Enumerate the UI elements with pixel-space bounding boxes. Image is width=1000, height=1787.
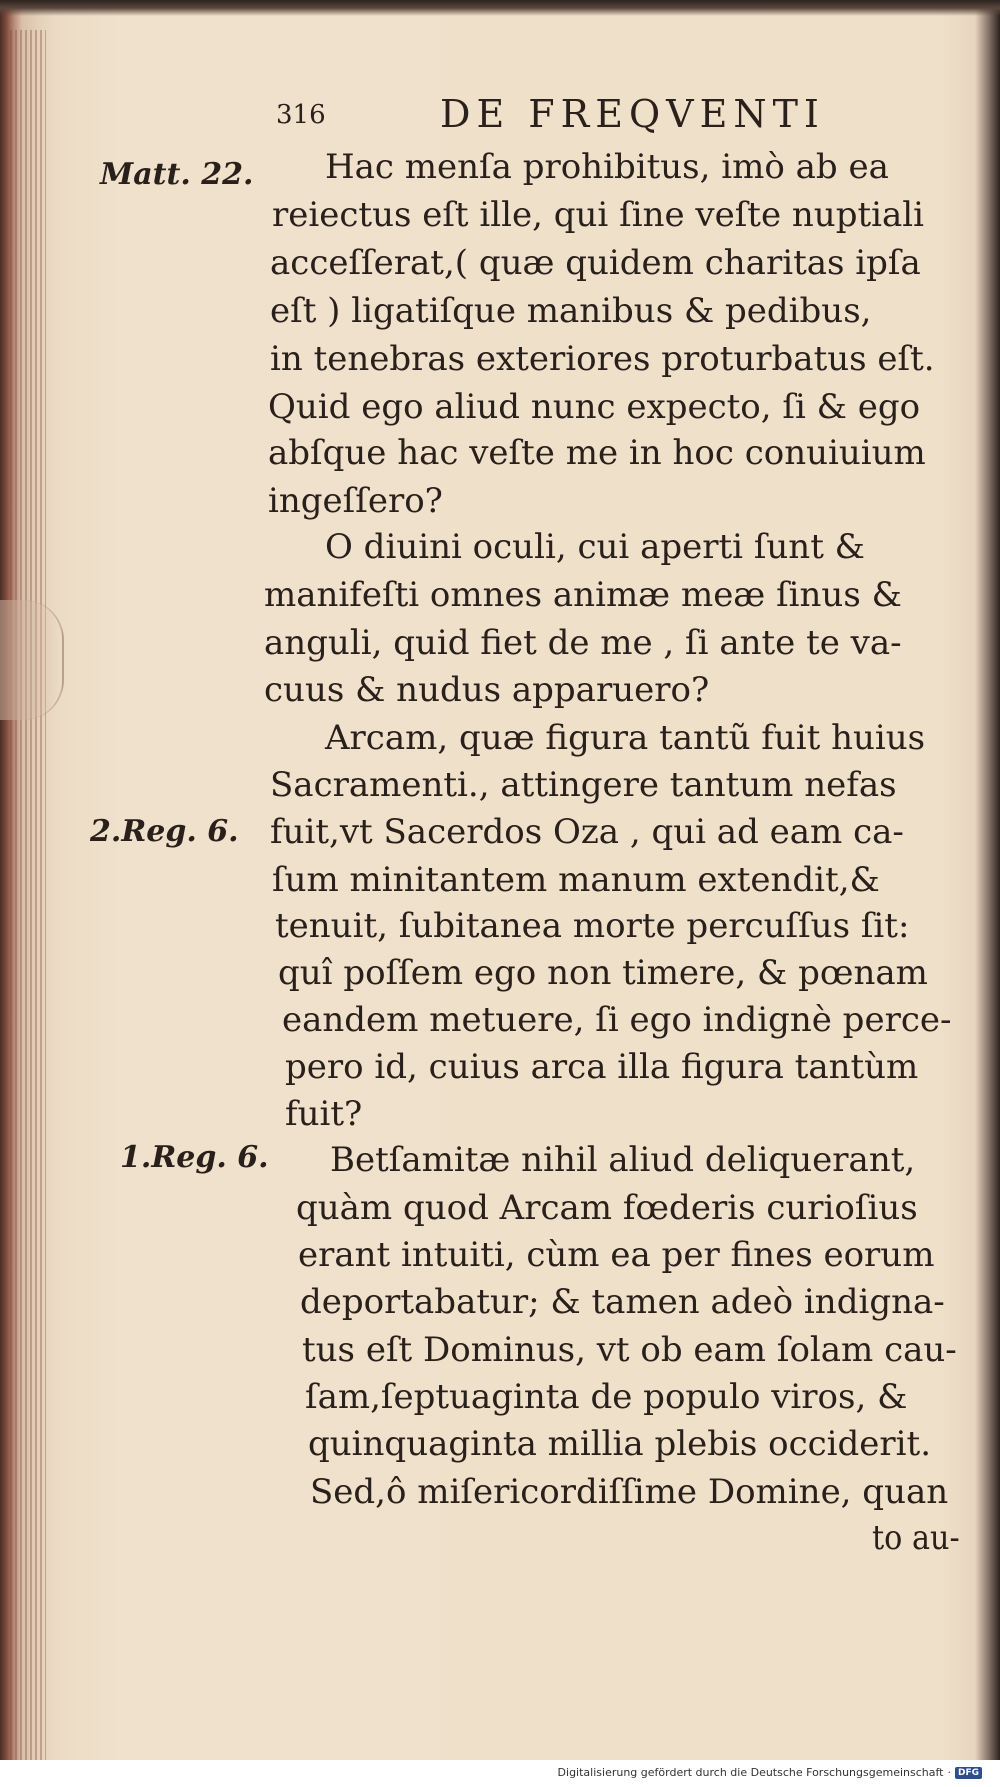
page-tab-shadow — [0, 600, 64, 720]
credit-text: Digitalisierung gefördert durch die Deutsche Forschungsgemeinschaft — [557, 1766, 944, 1779]
margin-note-matt: Matt. 22. — [100, 157, 254, 192]
text-line: eandem metuere, ſi ego indignè perce- — [282, 1000, 952, 1040]
page-header — [270, 92, 870, 142]
digitization-credit: Digitalisierung gefördert durch die Deutsche Forschungsgemeinschaft · DFG — [558, 1766, 982, 1779]
page-number: 316 — [276, 100, 326, 130]
text-line: erant intuiti, cùm ea per fines eorum — [298, 1235, 935, 1275]
text-line: O diuini oculi, cui aperti ſunt & — [325, 527, 865, 567]
text-line: fuit,vt Sacerdos Oza , qui ad eam ca- — [270, 812, 904, 852]
text-line: Sacramenti., attingere tantum nefas — [270, 765, 897, 805]
text-line: ſam,ſeptuaginta de populo viros, & — [305, 1377, 908, 1417]
text-line: manifeſti omnes animæ meæ ſinus & — [264, 575, 902, 615]
text-line: ſum minitantem manum extendit,& — [272, 860, 880, 900]
text-line: pero id, cuius arca illa figura tantùm — [285, 1047, 919, 1087]
text-line: tenuit, ſubitanea morte percuſſus ſit: — [275, 906, 910, 946]
text-line: tus eſt Dominus, vt ob eam ſolam cau- — [302, 1330, 957, 1370]
text-line: acceſſerat,( quæ quidem charitas ipſa — [270, 243, 921, 283]
text-line: fuit? — [285, 1094, 363, 1134]
text-line: Hac menſa prohibitus, imò ab ea — [325, 147, 889, 187]
margin-note-2reg: 2.Reg. 6. — [90, 814, 239, 849]
running-title: DE FREQVENTI — [440, 92, 825, 136]
text-line: Betſamitæ nihil aliud deliquerant, — [330, 1140, 916, 1180]
text-line: Sed,ô miſericordiſſime Domine, quan — [310, 1472, 949, 1512]
text-line: quinquaginta millia plebis occiderit. — [308, 1424, 932, 1464]
margin-note-1reg: 1.Reg. 6. — [120, 1140, 269, 1175]
text-line: eſt ) ligatiſque manibus & pedibus, — [270, 291, 872, 331]
text-line: abſque hac veſte me in hoc conuiuium — [268, 433, 926, 473]
dfg-logo-icon: DFG — [955, 1767, 982, 1779]
page-edges — [10, 30, 46, 1760]
text-line: anguli, quid fiet de me , ſi ante te va- — [264, 623, 902, 663]
text-line: quî poſſem ego non timere, & pœnam — [278, 953, 928, 993]
text-line: cuus & nudus apparuero? — [264, 670, 710, 710]
text-line: ingeſſero? — [268, 481, 443, 521]
text-line: reiectus eſt ille, qui ſine veſte nuptiali — [272, 195, 925, 235]
text-line: in tenebras exteriores proturbatus eſt. — [270, 339, 935, 379]
text-line: deportabatur; & tamen adeò indigna- — [300, 1282, 945, 1322]
text-line: Quid ego aliud nunc expecto, ſi & ego — [268, 387, 921, 427]
page-top-edge — [0, 0, 1000, 16]
catchword: to au- — [872, 1518, 960, 1558]
text-line: quàm quod Arcam fœderis curioſius — [296, 1188, 918, 1228]
text-line: Arcam, quæ figura tantũ fuit huius — [325, 718, 926, 758]
